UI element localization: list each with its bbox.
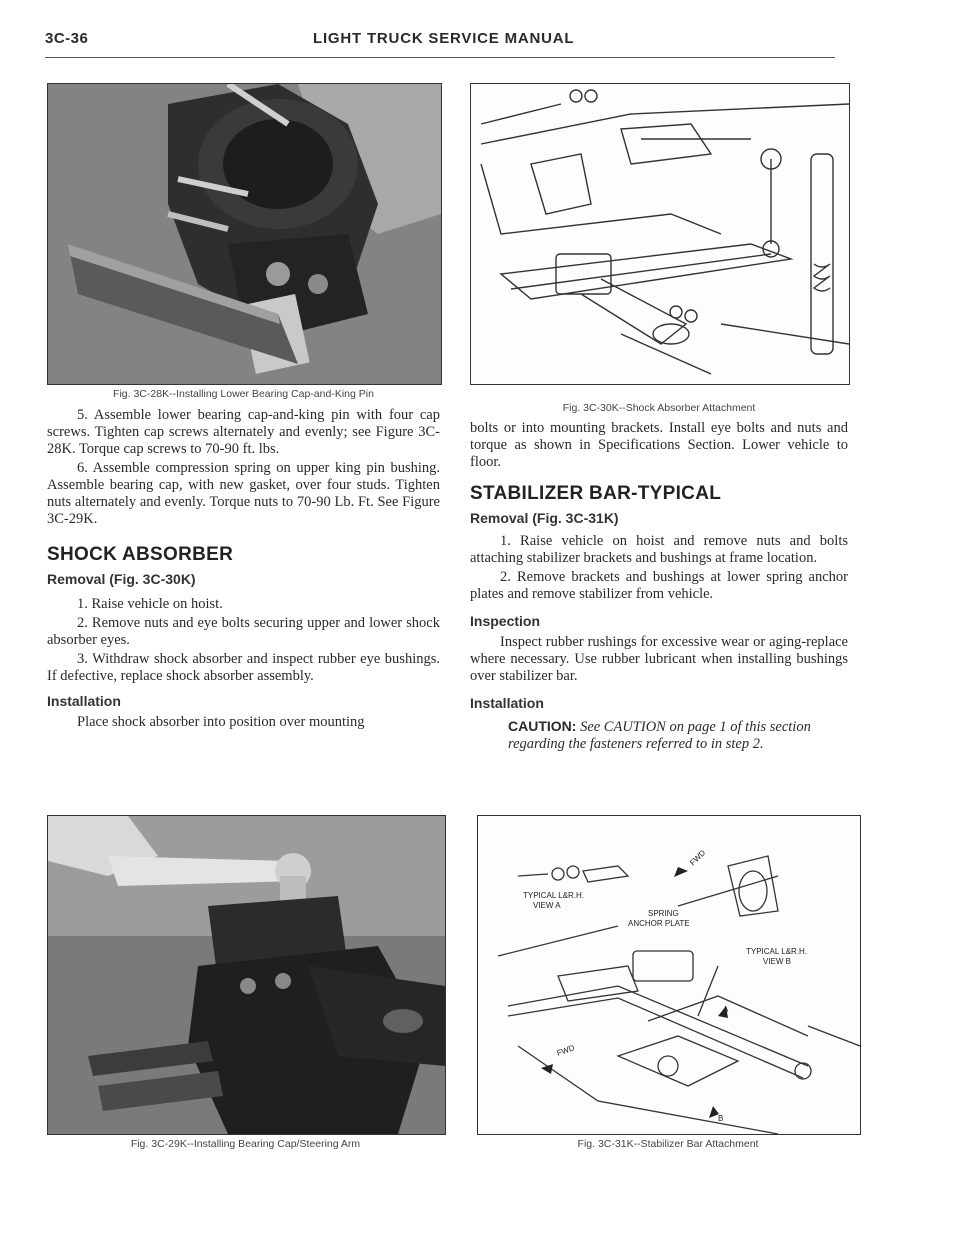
figure-3c-28k-caption: Fig. 3C-28K--Installing Lower Bearing Cap-and-King Pin — [113, 388, 374, 400]
shock-removal-step-3: 3. Withdraw shock absorber and inspect rubber eye bushings. If defective, replace shock absorber assembly. — [47, 651, 440, 684]
figure-3c-31k-caption: Fig. 3C-31K--Stabilizer Bar Attachment — [577, 1138, 759, 1150]
fwd-top-label: FWD — [688, 848, 708, 868]
spring-anchor-label-line2: ANCHOR PLATE — [628, 919, 690, 928]
shock-absorber-heading: SHOCK ABSORBER — [47, 544, 234, 565]
shock-removal-heading: Removal (Fig. 3C-30K) — [47, 571, 196, 587]
shock-installation-heading: Installation — [47, 693, 121, 709]
left-column — [47, 407, 440, 731]
page-number: 3C-36 — [45, 30, 89, 47]
view-a-label-line1: TYPICAL L&R.H. — [523, 891, 585, 900]
caution-label: CAUTION: — [508, 718, 577, 734]
page-header — [45, 30, 835, 50]
figure-3c-30k — [470, 83, 850, 385]
inspection-text: Inspect rubber rushings for excessive wear or aging-replace where necessary. Use rubber lubricant when installing bushings over stabilizer bar. — [470, 634, 848, 684]
kingpin-photo — [48, 84, 441, 384]
figure-3c-29k-caption: Fig. 3C-29K--Installing Bearing Cap/Steering Arm — [130, 1138, 361, 1150]
figure-3c-29k — [47, 815, 446, 1135]
right-column — [470, 420, 848, 753]
inspection-heading: Inspection — [470, 613, 541, 629]
stabilizer-removal-heading: Removal (Fig. 3C-31K) — [470, 510, 619, 526]
shock-removal-step-1: 1. Raise vehicle on hoist. — [77, 596, 223, 612]
figure-3c-31k — [477, 815, 861, 1135]
arrow-a-label: A — [723, 1005, 729, 1014]
fwd-bottom-label: FWD — [555, 1043, 576, 1058]
step-6-text: 6. Assemble compression spring on upper king pin bushing. Assemble bearing cap, with new gasket, over four studs. Tighten nuts alternately and evenly. Torque nuts to 70-90 Lb. Ft. See Figure 3C-29K. — [47, 460, 440, 527]
step-5-text: 5. Assemble lower bearing cap-and-king pin with four cap screws. Tighten cap screws alternately and evenly; see Figure 3C-28K. Torque cap screws to 70-90 ft. lbs. — [47, 407, 440, 457]
stabilizer-removal-step-2: 2. Remove brackets and bushings at lower spring anchor plates and remove stabilizer from vehicle. — [470, 569, 848, 602]
caution-note — [470, 718, 848, 753]
shock-removal-step-2: 2. Remove nuts and eye bolts securing upper and lower shock absorber eyes. — [47, 615, 440, 648]
shock-absorber-drawing — [471, 84, 849, 384]
stabilizer-removal-step-1: 1. Raise vehicle on hoist and remove nuts and bolts attaching stabilizer brackets and bushings at frame location. — [470, 533, 848, 566]
stabilizer-bar-diagram — [478, 816, 860, 1134]
view-b-label-line1: TYPICAL L&R.H. — [746, 947, 808, 956]
running-title: LIGHT TRUCK SERVICE MANUAL — [313, 30, 575, 47]
continued-text: bolts or into mounting brackets. Install eye bolts and nuts and torque as shown in Specifications Section. Lower vehicle to floor. — [470, 420, 848, 470]
shock-installation-text: Place shock absorber into position over mounting — [77, 714, 365, 730]
view-b-label-line2: VIEW B — [763, 957, 792, 966]
figure-3c-30k-caption: Fig. 3C-30K--Shock Absorber Attachment — [562, 402, 756, 414]
stabilizer-installation-heading: Installation — [470, 695, 544, 711]
header-rule — [45, 57, 835, 58]
stabilizer-heading: STABILIZER BAR-TYPICAL — [470, 483, 722, 504]
view-a-label-line2: VIEW A — [533, 901, 561, 910]
figure-3c-28k — [47, 83, 442, 385]
steering-arm-photo — [48, 816, 445, 1134]
spring-anchor-label-line1: SPRING — [648, 909, 679, 918]
arrow-b-label: B — [718, 1114, 724, 1123]
caution-text: See CAUTION on page 1 of this section regarding the fasteners referred to in step 2. — [508, 719, 811, 752]
